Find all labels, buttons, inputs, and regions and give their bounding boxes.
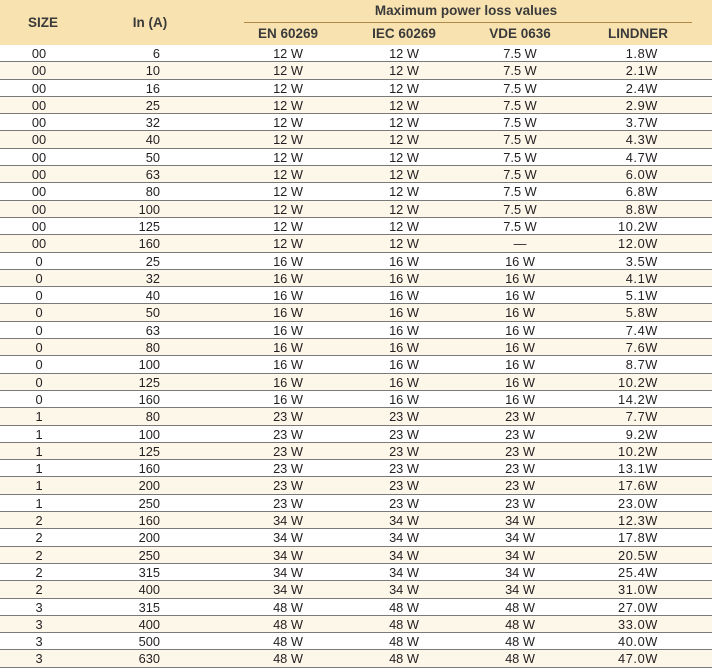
table-row [0,80,712,97]
cell-iec-60269: 16 W [389,253,419,269]
cell-lindner: 7.4W [625,322,658,338]
cell-current: 630 [138,651,160,667]
cell-current: 32 [145,270,160,286]
cell-en-60269: 16 W [273,288,303,304]
cell-en-60269: 16 W [273,305,303,321]
table-row [0,599,712,616]
header-in: In (A) [132,15,168,30]
cell-size: 00 [31,132,47,148]
cell-iec-60269: 48 W [389,634,419,650]
table-row [0,97,712,114]
table-row [0,426,712,443]
cell-size: 0 [35,253,43,269]
cell-size: 00 [31,46,47,61]
cell-iec-60269: 48 W [389,616,419,632]
table-row [0,304,712,321]
table-row [0,547,712,564]
cell-vde-0636: 16 W [505,357,535,373]
cell-current: 200 [138,530,160,546]
cell-current: 25 [145,253,160,269]
cell-lindner: 3.5W [625,253,658,269]
table-row [0,581,712,598]
cell-lindner: 47.0W [618,651,658,667]
cell-iec-60269: 16 W [389,270,419,286]
cell-vde-0636: 16 W [505,288,535,304]
cell-size: 1 [35,426,43,442]
cell-lindner: 6.8W [625,184,658,200]
cell-vde-0636: 23 W [505,495,535,511]
cell-size: 2 [35,547,43,563]
cell-iec-60269: 34 W [389,547,419,563]
cell-iec-60269: 34 W [389,530,419,546]
cell-en-60269: 12 W [273,236,303,252]
table-row [0,235,712,252]
cell-lindner: 4.3W [625,132,658,148]
table-header [0,0,712,45]
cell-size: 2 [35,564,43,580]
cell-size: 3 [35,616,43,632]
cell-en-60269: 23 W [273,478,303,494]
cell-size: 1 [35,495,43,511]
cell-current: 40 [145,132,160,148]
table-row [0,495,712,512]
cell-vde-0636: 16 W [505,374,535,390]
cell-iec-60269: 16 W [389,340,419,356]
cell-en-60269: 16 W [273,270,303,286]
cell-en-60269: 16 W [273,322,303,338]
cell-vde-0636: 7.5 W [503,132,537,148]
cell-size: 00 [31,149,47,165]
cell-iec-60269: 16 W [389,305,419,321]
cell-iec-60269: 23 W [389,443,419,459]
cell-current: 80 [145,184,160,200]
cell-current: 100 [138,426,160,442]
cell-vde-0636: 16 W [505,340,535,356]
cell-lindner: 6.0W [625,167,658,183]
cell-size: 2 [35,513,43,529]
cell-current: 16 [145,80,160,96]
cell-current: 160 [138,391,160,407]
cell-en-60269: 12 W [273,218,303,234]
cell-current: 10 [145,63,160,79]
cell-vde-0636: 34 W [505,530,535,546]
cell-en-60269: 34 W [273,530,303,546]
cell-current: 50 [145,149,160,165]
cell-vde-0636: 34 W [505,513,535,529]
cell-lindner: 10.2W [618,218,658,234]
cell-lindner: 8.8W [625,201,658,217]
cell-iec-60269: 23 W [389,495,419,511]
cell-lindner: 5.1W [625,288,658,304]
cell-size: 00 [31,115,47,131]
cell-iec-60269: 48 W [389,651,419,667]
cell-iec-60269: 16 W [389,322,419,338]
cell-en-60269: 12 W [273,46,303,61]
table-row [0,512,712,529]
cell-lindner: 27.0W [618,599,658,615]
cell-current: 500 [138,634,160,650]
cell-vde-0636: 7.5 W [503,80,537,96]
cell-size: 0 [35,322,43,338]
cell-current: 25 [145,97,160,113]
cell-size: 00 [31,80,47,96]
table-row [0,408,712,425]
cell-size: 00 [31,236,47,252]
cell-size: 00 [31,201,47,217]
cell-en-60269: 12 W [273,97,303,113]
cell-vde-0636: 7.5 W [503,218,537,234]
table-row [0,166,712,183]
cell-current: 6 [152,46,160,61]
cell-iec-60269: 12 W [389,236,419,252]
cell-iec-60269: 34 W [389,582,419,598]
cell-size: 0 [35,357,43,373]
cell-size: 00 [31,63,47,79]
cell-en-60269: 12 W [273,201,303,217]
cell-en-60269: 23 W [273,443,303,459]
cell-vde-0636: 34 W [505,564,535,580]
table-row [0,218,712,235]
cell-en-60269: 34 W [273,564,303,580]
cell-vde-0636: 16 W [505,270,535,286]
table-row [0,114,712,131]
cell-en-60269: 34 W [273,513,303,529]
cell-size: 1 [35,443,43,459]
cell-en-60269: 12 W [273,115,303,131]
cell-iec-60269: 12 W [389,132,419,148]
cell-lindner: 40.0W [618,634,658,650]
cell-vde-0636: 23 W [505,426,535,442]
cell-current: 80 [145,340,160,356]
cell-size: 3 [35,651,43,667]
table-row [0,391,712,408]
table-row [0,616,712,633]
cell-en-60269: 16 W [273,253,303,269]
cell-size: 1 [35,478,43,494]
cell-lindner: 3.7W [625,115,658,131]
table-row [0,131,712,148]
cell-iec-60269: 12 W [389,167,419,183]
header-size: SIZE [27,15,58,30]
cell-en-60269: 12 W [273,132,303,148]
header-lindner: LINDNER [608,26,668,41]
cell-en-60269: 23 W [273,461,303,477]
cell-en-60269: 23 W [273,426,303,442]
cell-vde-0636: 48 W [505,616,535,632]
cell-current: 40 [145,288,160,304]
cell-iec-60269: 23 W [389,426,419,442]
cell-current: 160 [138,236,160,252]
cell-lindner: 1.8W [625,46,658,61]
cell-lindner: 5.8W [625,305,658,321]
cell-iec-60269: 12 W [389,218,419,234]
cell-iec-60269: 16 W [389,374,419,390]
cell-lindner: 4.1W [625,270,658,286]
cell-lindner: 9.2W [625,426,658,442]
cell-size: 00 [31,218,47,234]
cell-current: 125 [138,218,160,234]
table-row [0,322,712,339]
cell-size: 00 [31,167,47,183]
cell-vde-0636: 34 W [505,547,535,563]
cell-vde-0636: — [513,236,527,252]
cell-lindner: 23.0W [618,495,658,511]
table-row [0,477,712,494]
cell-vde-0636: 48 W [505,651,535,667]
table-row [0,201,712,218]
table-row [0,633,712,650]
cell-en-60269: 12 W [273,167,303,183]
cell-current: 100 [138,201,160,217]
cell-en-60269: 48 W [273,634,303,650]
cell-vde-0636: 7.5 W [503,97,537,113]
cell-en-60269: 23 W [273,495,303,511]
cell-current: 160 [138,513,160,529]
cell-iec-60269: 48 W [389,599,419,615]
cell-current: 32 [145,115,160,131]
cell-vde-0636: 48 W [505,634,535,650]
cell-size: 0 [35,288,43,304]
cell-vde-0636: 7.5 W [503,167,537,183]
cell-iec-60269: 16 W [389,391,419,407]
cell-en-60269: 48 W [273,651,303,667]
cell-current: 250 [138,547,160,563]
cell-size: 00 [31,184,47,200]
cell-size: 2 [35,582,43,598]
cell-size: 1 [35,409,43,425]
cell-vde-0636: 16 W [505,253,535,269]
table-row [0,149,712,166]
cell-iec-60269: 12 W [389,46,419,61]
cell-current: 80 [145,409,160,425]
cell-size: 2 [35,530,43,546]
cell-vde-0636: 48 W [505,599,535,615]
cell-current: 125 [138,374,160,390]
cell-en-60269: 16 W [273,357,303,373]
cell-en-60269: 12 W [273,80,303,96]
cell-vde-0636: 23 W [505,478,535,494]
cell-lindner: 2.9W [625,97,658,113]
cell-lindner: 17.6W [618,478,658,494]
cell-vde-0636: 7.5 W [503,201,537,217]
table-row [0,460,712,477]
cell-en-60269: 12 W [273,63,303,79]
table-row [0,287,712,304]
cell-vde-0636: 23 W [505,409,535,425]
cell-iec-60269: 23 W [389,478,419,494]
cell-lindner: 8.7W [625,357,658,373]
cell-iec-60269: 12 W [389,80,419,96]
cell-vde-0636: 16 W [505,322,535,338]
cell-current: 125 [138,443,160,459]
cell-vde-0636: 7.5 W [503,115,537,131]
cell-en-60269: 48 W [273,616,303,632]
cell-iec-60269: 12 W [389,63,419,79]
cell-en-60269: 16 W [273,374,303,390]
cell-vde-0636: 7.5 W [503,184,537,200]
cell-size: 0 [35,305,43,321]
cell-lindner: 10.2W [618,374,658,390]
table-row [0,339,712,356]
cell-lindner: 12.3W [618,513,658,529]
table-row [0,564,712,581]
cell-lindner: 17.8W [618,530,658,546]
cell-en-60269: 12 W [273,184,303,200]
cell-lindner: 20.5W [618,547,658,563]
cell-vde-0636: 23 W [505,461,535,477]
table-row [0,443,712,460]
table-row [0,183,712,200]
cell-current: 200 [138,478,160,494]
cell-iec-60269: 12 W [389,115,419,131]
cell-size: 00 [31,97,47,113]
table-row [0,253,712,270]
cell-lindner: 14.2W [618,391,658,407]
cell-current: 50 [145,305,160,321]
cell-iec-60269: 12 W [389,97,419,113]
cell-size: 1 [35,461,43,477]
cell-lindner: 33.0W [618,616,658,632]
cell-vde-0636: 7.5 W [503,46,537,61]
cell-lindner: 7.7W [625,409,658,425]
cell-lindner: 2.4W [625,80,658,96]
cell-current: 400 [138,616,160,632]
cell-size: 0 [35,270,43,286]
cell-lindner: 12.0W [618,236,658,252]
cell-lindner: 31.0W [618,582,658,598]
cell-current: 100 [138,357,160,373]
cell-current: 250 [138,495,160,511]
header-en: EN 60269 [257,26,319,41]
cell-lindner: 4.7W [625,149,658,165]
header-divider [244,22,692,23]
cell-lindner: 2.1W [625,63,658,79]
cell-lindner: 13.1W [618,461,658,477]
table-row [0,62,712,79]
table-row [0,356,712,373]
table-row [0,529,712,546]
table-row [0,270,712,287]
cell-en-60269: 12 W [273,149,303,165]
cell-en-60269: 16 W [273,391,303,407]
cell-size: 3 [35,599,43,615]
cell-iec-60269: 16 W [389,288,419,304]
cell-iec-60269: 34 W [389,564,419,580]
cell-iec-60269: 23 W [389,461,419,477]
cell-current: 315 [138,564,160,580]
cell-en-60269: 34 W [273,547,303,563]
cell-vde-0636: 7.5 W [503,63,537,79]
cell-iec-60269: 12 W [389,184,419,200]
cell-iec-60269: 34 W [389,513,419,529]
cell-current: 160 [138,461,160,477]
cell-vde-0636: 16 W [505,305,535,321]
cell-lindner: 7.6W [625,340,658,356]
header-vde: VDE 0636 [489,26,551,41]
cell-lindner: 25.4W [618,564,658,580]
cell-iec-60269: 12 W [389,201,419,217]
cell-current: 400 [138,582,160,598]
cell-vde-0636: 16 W [505,391,535,407]
cell-en-60269: 23 W [273,409,303,425]
cell-vde-0636: 7.5 W [503,149,537,165]
cell-en-60269: 34 W [273,582,303,598]
cell-lindner: 10.2W [618,443,658,459]
cell-current: 315 [138,599,160,615]
cell-vde-0636: 34 W [505,582,535,598]
cell-current: 63 [145,322,160,338]
header-group-title: Maximum power loss values [374,3,558,18]
cell-iec-60269: 12 W [389,149,419,165]
table-row [0,45,712,62]
cell-size: 3 [35,634,43,650]
cell-iec-60269: 16 W [389,357,419,373]
cell-vde-0636: 23 W [505,443,535,459]
cell-size: 0 [35,374,43,390]
cell-iec-60269: 23 W [389,409,419,425]
cell-en-60269: 48 W [273,599,303,615]
table-body [0,45,712,668]
cell-size: 0 [35,340,43,356]
cell-size: 0 [35,391,43,407]
cell-en-60269: 16 W [273,340,303,356]
table-row [0,650,712,667]
table-row [0,374,712,391]
header-iec: IEC 60269 [372,26,436,41]
cell-current: 63 [145,167,160,183]
